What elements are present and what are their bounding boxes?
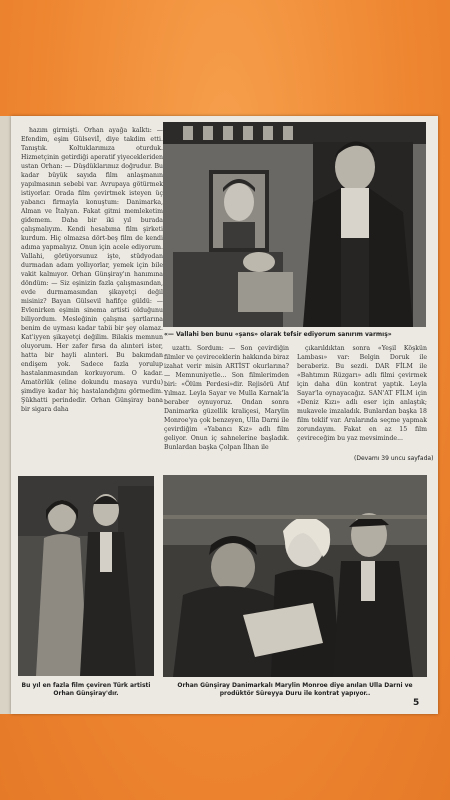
article-column-3-text: çıkarıldıktan sonra «Yeşil Köşkün Lambası» var: Belgin Doruk ile beraberiz. Bu sezdi. DAR FİLM ile «Bahtımın Rüzgarı» adlı filmi çevirmek için daha dün kontrat yaptık. Leyla Sayar'la oynayacağız. SAN'AT FİLM için «Deniz Kızı» adlı eser için anlaştık; mukavele imzaladık. Bunlardan başka 18 film teklif var. Aralarında seçme yapmak zorundayım. Fakat en az 15 film çevireceğim bu yaz mevsiminde... [297, 345, 427, 442]
article-column-2-text: uzattı. Sordum: — Son çevirdiğin filmler ve çevireceklerin hakkında biraz izahat verir misin ARTİST okurlarına? — Memnuniyetle... Son filmlerimden biri: «Ölüm Perdesi»dir. Rejisörü Atıf Yılmaz. Leyla Sayar ve Mulla Karnak'la beraber oynuyoruz. Ondan sonra Danimarka güzellik kraliçesi, Marylin Monroe'ya çok benzeyen, Ulla Darni ile çevirdiğim «Yabancı Kız» adlı film geliyor. Onun iç sahnelerine başladık. Bunlardan başka Çolpan İlhan ile [164, 345, 289, 451]
caption-left-photo: Bu yıl en fazla film çeviren Türk artisti Orhan Günşiray'dır. [21, 682, 151, 697]
magazine-page [11, 116, 438, 714]
photo-contract-illustration [163, 475, 427, 677]
photo-top-illustration [163, 122, 426, 327]
photo-bottom-right-contract [163, 475, 427, 677]
continued-note: (Devamı 39 uncu sayfada) [354, 455, 434, 462]
photo-couple-illustration [18, 476, 154, 676]
photo-bottom-left-couple [18, 476, 154, 676]
article-column-1-text: hazım girmişti. Orhan ayağa kalktı: — Efendim, eşim Gülseviİ, diye takdim etti. Tanıştık. Koltuklarımıza oturduk. Hizmetçinin getirdiği aperatif yiyecekleriden ustan Orhan: — Düşdüklarımız doğrudur. Bu kadar büyük sayıda film anlaşmanın yapılmasının sebebi var. Avrupaya götürmek istiyorlar. Orada film çevirtmek isteyen üç yabancı firmayla konuştum: Danimarka, Alman ve İtalyan. Fakat gitmi memleketim gidemem. Daha bir iki yıl burada çalışmalıyım. Kendi hesabıma film şirketi kurdum. Hiç olmazsa dört-beş film de kendi adıma yapmalıyız. Onun için acele ediyorum. Vallahi, görüyorsunuz işte, stüdyodan durmadan adam yollıyorlar, yemek için bile vakit kalmıyor. Orhan Günşiray'ın hanımına döndüm: — Siz eşinizin fazla çalışmasından, evde durmamasından şikayetçi değil misiniz? Bayan Gülsevil hafifçe güldü: — Evlenirken eşimin sinema artisti olduğunu biliyordum. Mesleğinin çalışma şartlarına benim de uyması kadar tabii bir şey olamaz. Kat'iyyen şikayetçi değilim. Bilakis memnun oluyorum. Her zafer fırsa da alınteri ister, hatta bir hayli alınteri. Bu bakımdan endişem yok. Sadece fazla yorulup hastalanmasından korkuyorum. O kadar. Amatörlük (eline dokundu masaya vurdu) şimdiye kadar hiç hastalandığını görmedim. Şükhatti perindedir. Orhan Günşiray bana bir sigara daha [21, 127, 163, 413]
page-number: 5 [413, 698, 420, 708]
article-column-2 [164, 344, 289, 482]
previous-page-edge [0, 116, 11, 714]
article-column-1 [21, 126, 163, 476]
pull-quote: «— Vallahi ben bunu «şans» olarak tefsir ediyorum sanırım varmış» [164, 331, 392, 338]
caption-right-photo: Orhan Günşiray Danimarkalı Marylin Monroe diye anılan Ulla Darni ve prodüktör Süreyya Duru ile kontrat yapıyor.. [177, 682, 413, 697]
article-column-3 [297, 344, 427, 450]
photo-top-orhan-portrait [163, 122, 426, 327]
